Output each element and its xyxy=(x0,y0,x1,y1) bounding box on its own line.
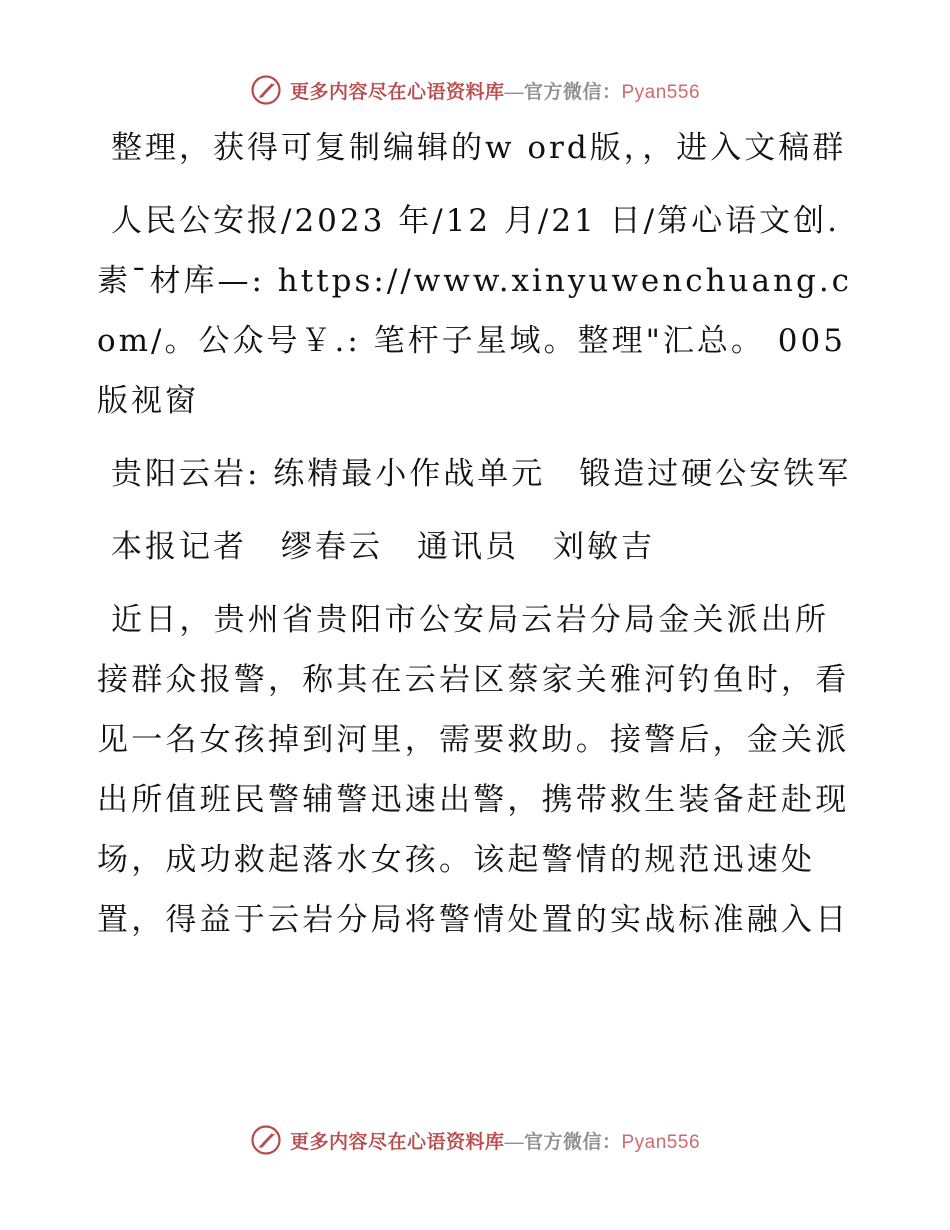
article-byline: 本报记者 缪春云 通讯员 刘敏吉 xyxy=(111,529,655,565)
watermark-separator: — xyxy=(504,81,524,103)
watermark-wechat-id: Pyan556 xyxy=(621,81,701,103)
document-body xyxy=(97,118,857,963)
pen-logo-icon xyxy=(250,1124,282,1156)
pen-logo-icon xyxy=(250,74,282,106)
article-body-paragraph: 近日，贵州省贵阳市公安局云岩分局金关派出所接群众报警，称其在云岩区蔡家关雅河钓鱼时，看见一名女孩掉到河里，需要救助。接警后，金关派出所值班民警辅警迅速出警，携带救生装备赶赴现场，成功救起落水女孩。该起警情的规范迅速处置，得益于云岩分局将警情处置的实战标准融入日 xyxy=(97,602,850,938)
watermark-main-text: 更多内容尽在心语资料库 xyxy=(289,1131,505,1153)
watermark-wechat-label: 官方微信： xyxy=(523,1131,622,1153)
watermark-main-text: 更多内容尽在心语资料库 xyxy=(289,81,505,103)
watermark-wechat-id: Pyan556 xyxy=(621,1131,701,1153)
article-title: 贵阳云岩: 练精最小作战单元 锻造过硬公安铁军 xyxy=(111,456,852,492)
header-watermark xyxy=(0,70,950,110)
watermark-text xyxy=(290,77,700,104)
watermark-text xyxy=(290,1127,700,1154)
watermark-separator: — xyxy=(504,1131,524,1153)
footer-watermark xyxy=(0,1120,950,1160)
watermark-wechat-label: 官方微信： xyxy=(523,81,622,103)
paragraph-source: 人民公安报/2023 年/12 月/21 日/第心语文创. 素¯材库—: https://www.xinyuwenchuang.com/。公众号￥.: 笔杆子星域。整理"汇总。 005 版视窗 xyxy=(97,203,853,419)
paragraph-note: 整理，获得可复制编辑的w ord版，，进入文稿群 xyxy=(111,130,847,166)
